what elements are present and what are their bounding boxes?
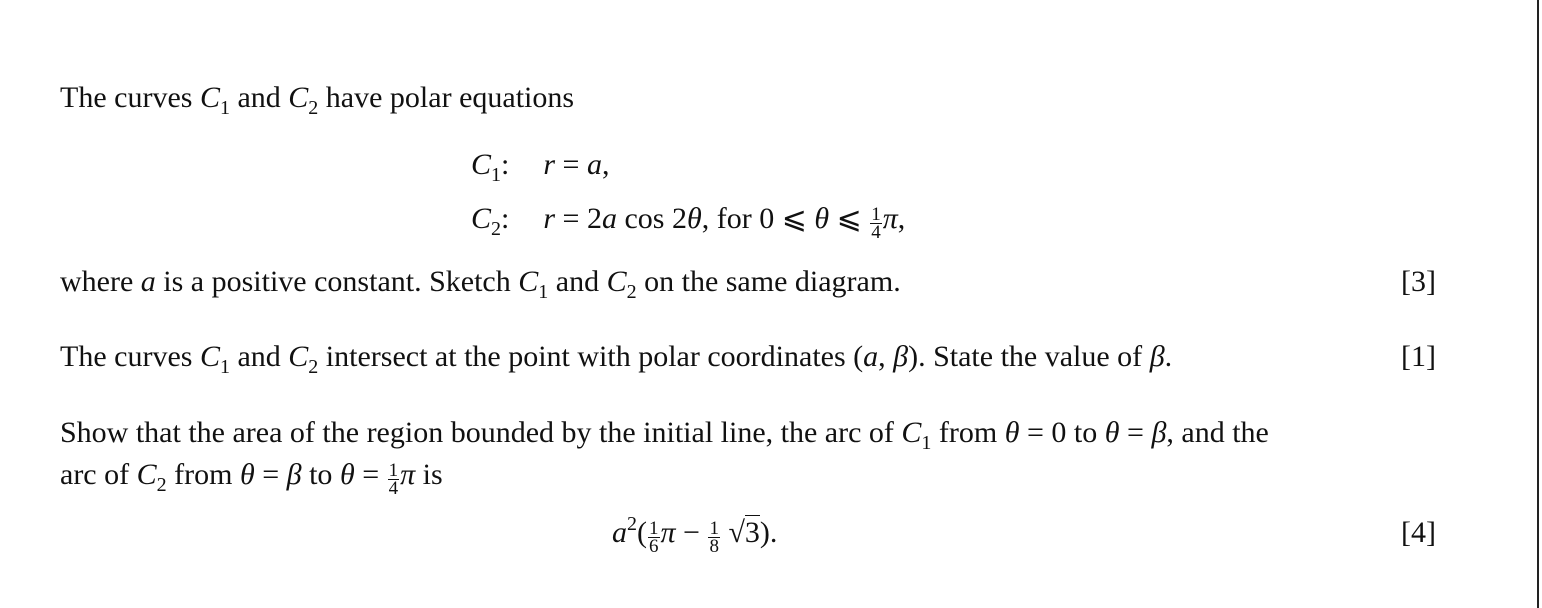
intro-line: The curves $C_1$ and $C_2$ have polar equations: [60, 81, 575, 119]
part1-marks: [3]: [1401, 265, 1436, 298]
sqrt-radicand: 3: [744, 516, 760, 549]
part3-line2: arc of $C_2$ from θ = β to θ = $\frac{1}{4}$ π is: [60, 458, 443, 499]
part3-line1: Show that the area of the region bounded by the initial line, the arc of $C_1$ from θ = 0 to θ = β, and the: [60, 416, 1269, 454]
part2-text: The curves $C_1$ and $C_2$ intersect at the point with polar coordinates (a, β). State the value of β.: [60, 340, 1173, 378]
part3-marks: [4]: [1401, 516, 1436, 549]
fraction-one-sixth: $\frac{1}{6}$: [649, 518, 659, 557]
fraction-one-eighth: $\frac{1}{8}$: [709, 518, 719, 557]
fraction-one-quarter-2: $\frac{1}{4}$: [388, 460, 399, 499]
page-edge-rule: [1537, 0, 1539, 608]
part2-marks: [1]: [1401, 340, 1436, 373]
fraction-one-quarter: $\frac{1}{4}$: [871, 204, 881, 243]
sqrt-symbol: √: [720, 516, 745, 549]
equation-c1: $C_1$: r = a,: [471, 148, 610, 186]
equation-c2: $C_2$: r = 2a cos 2θ, for 0 ⩽ θ ⩽ $\frac{1}{4}$ π,: [471, 202, 906, 243]
part1-text: where a is a positive constant. Sketch $C_1$ and $C_2$ on the same diagram.: [60, 265, 901, 303]
part3-result-expression: $a^2$( $\frac{1}{6}$ π − $\frac{1}{8}$ √3).: [612, 513, 778, 557]
